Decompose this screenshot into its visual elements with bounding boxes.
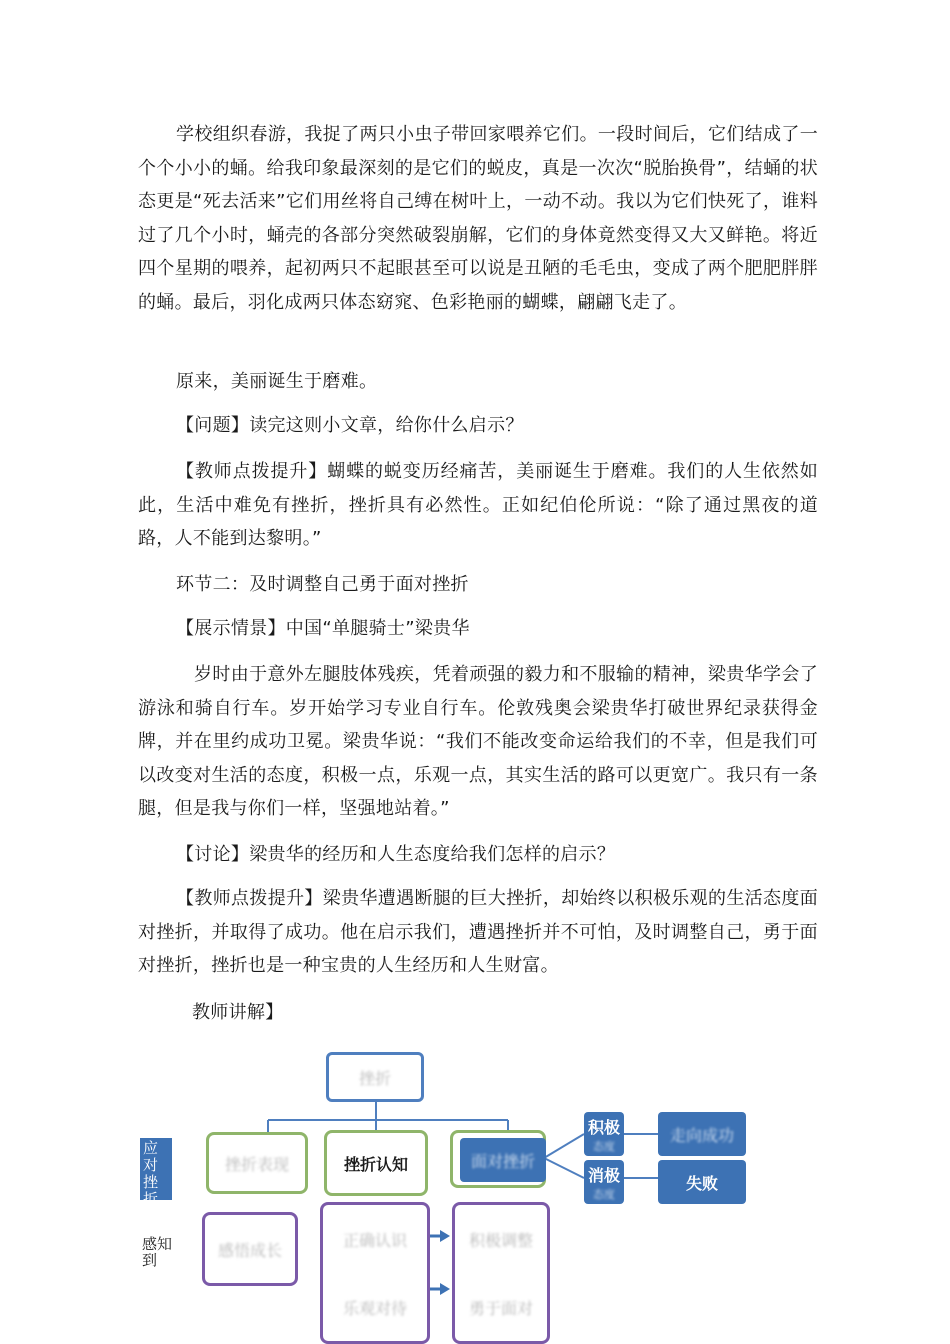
- diagram-node-mid-left: 挫折表现: [206, 1132, 308, 1194]
- diagram-node-positive: 积极 态度: [584, 1112, 624, 1156]
- paragraph-liang-story: 岁时由于意外左腿肢体残疾，凭着顽强的毅力和不服输的精神，梁贵华学会了游泳和骑自行车。岁开始学习专业自行车。伦敦残奥会梁贵华打破世界纪录获得金牌，并在里约成功卫冕。梁贵华说：“我们不能改变命运给我们的不幸，但是我们可以改变对生活的态度，积极一点，乐观一点，其实生活的路可以更宽广。我只有一条腿，但是我与你们一样，坚强地站着。”: [138, 664, 818, 819]
- paragraph-teacher-explain: 教师讲解】: [192, 1002, 284, 1023]
- arrow-1-head: [440, 1230, 450, 1242]
- diagram-node-mid-right: 面对挫折: [460, 1138, 546, 1182]
- paragraph-discussion: 【讨论】梁贵华的经历和人生态度给我们怎样的启示？: [176, 844, 616, 865]
- diagram-side-label-top: 应对 挫折: [140, 1138, 172, 1200]
- paragraph-teacher-note-1: 【教师点拨提升】蝴蝶的蜕变历经痛苦，美丽诞生于磨难。我们的人生依然如此，生活中难免有挫折，挫折具有必然性。正如纪伯伦所说：“除了通过黑夜的道路，人不能到达黎明。”: [138, 461, 818, 549]
- connector-to-negative: [544, 1158, 584, 1178]
- diagram-node-bottom-center: 正确认识 乐观对待: [320, 1202, 430, 1344]
- diagram-node-result-negative: 失败: [658, 1160, 746, 1204]
- paragraph-teacher-note-2: 【教师点拨提升】梁贵华遭遇断腿的巨大挫折，却始终以积极乐观的生活态度面对挫折，并取得了成功。他在启示我们，遭遇挫折并不可怕，及时调整自己，勇于面对挫折，挫折也是一种宝贵的人生经历和人生财富。: [138, 888, 818, 976]
- diagram-node-negative: 消极 态度: [584, 1160, 624, 1204]
- diagram-node-bottom-left: 感悟成长: [202, 1212, 298, 1286]
- diagram-node-bottom-right: 积极调整 勇于面对: [452, 1202, 550, 1344]
- diagram-side-label-bottom: 感知 到: [142, 1235, 173, 1269]
- paragraph-scenario-heading: 【展示情景】中国“单腿骑士”梁贵华: [176, 618, 470, 639]
- diagram-node-mid-center: 挫折认知: [324, 1130, 428, 1196]
- diagram-node-result-positive: 走向成功: [658, 1112, 746, 1156]
- paragraph-section-two-heading: 环节二：及时调整自己勇于面对挫折: [176, 574, 469, 595]
- concept-diagram: [138, 1046, 758, 1344]
- paragraph-butterfly-story: 学校组织春游，我捉了两只小虫子带回家喂养它们。一段时间后，它们结成了一个个小小的蛹。给我印象最深刻的是它们的蜕皮，真是一次次“脱胎换骨”，结蛹的状态更是“死去活来”它们用丝将自己缚在树叶上，一动不动。我以为它们快死了，谁料过了几个小时，蛹壳的各部分突然破裂崩解，它们的身体竟然变得又大又鲜艳。将近四个星期的喂养，起初两只不起眼甚至可以说是丑陋的毛毛虫，变成了两个肥肥胖胖的蛹。最后，羽化成两只体态窈窕、色彩艳丽的蝴蝶，翩翩飞走了。: [138, 124, 818, 313]
- arrow-2-head: [440, 1283, 450, 1295]
- paragraph-conclusion: 原来，美丽诞生于磨难。: [176, 371, 378, 392]
- connector-to-positive: [544, 1134, 584, 1158]
- paragraph-question: 【问题】读完这则小文章，给你什么启示？: [176, 415, 524, 436]
- diagram-node-top: 挫折: [326, 1052, 424, 1102]
